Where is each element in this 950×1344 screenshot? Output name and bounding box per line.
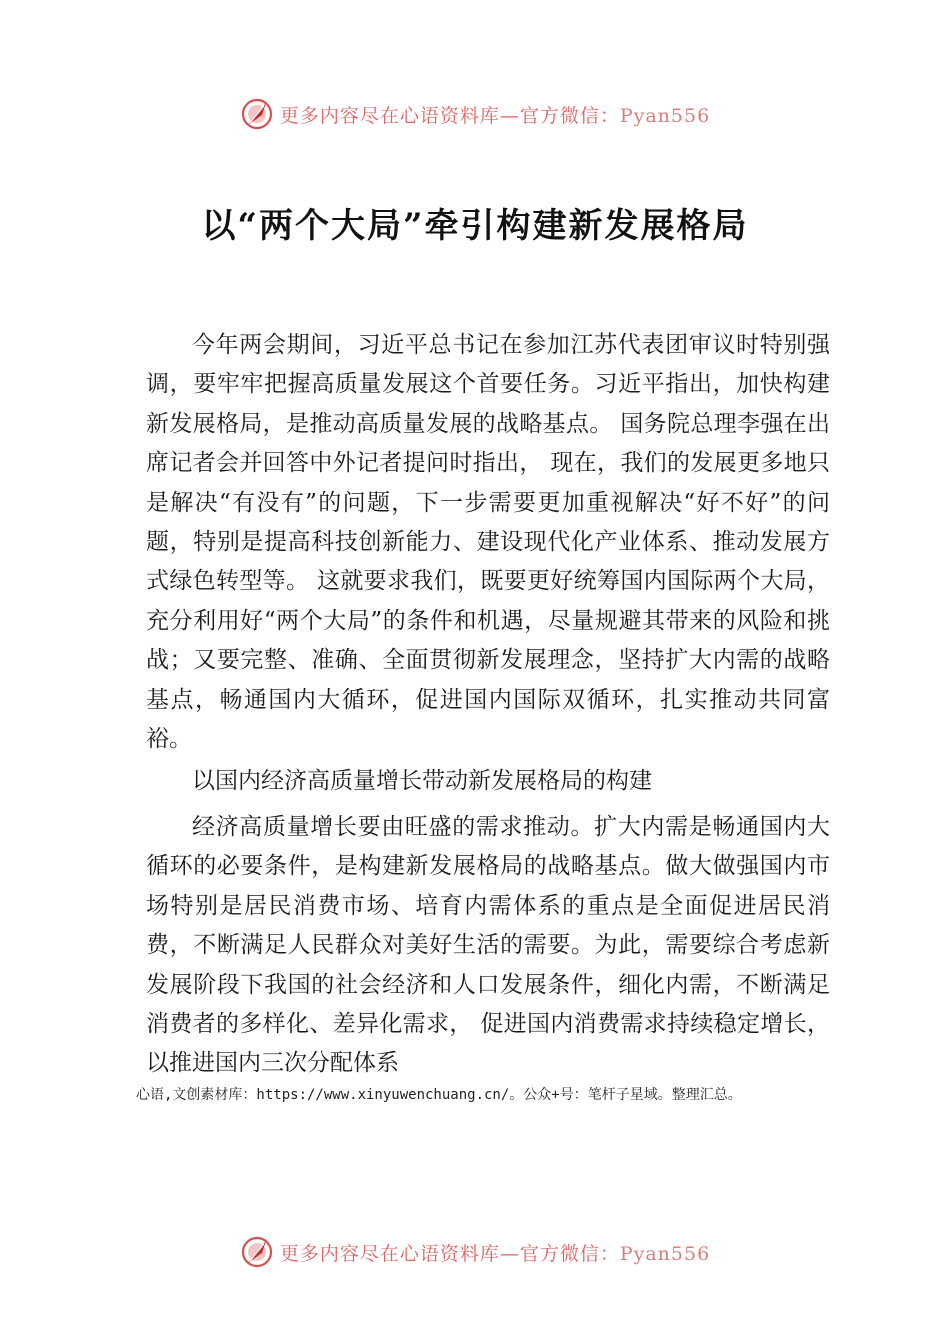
banner-text: 更多内容尽在心语资料库—官方微信： xyxy=(279,104,620,127)
quill-seal-icon xyxy=(240,1235,274,1269)
wechat-id: Pyan556 xyxy=(619,1242,711,1265)
banner-text: 更多内容尽在心语资料库—官方微信： xyxy=(279,1242,620,1265)
footer-watermark-banner xyxy=(0,1232,950,1272)
quill-seal-icon xyxy=(240,97,274,131)
section-heading: 以国内经济高质量增长带动新发展格局的构建 xyxy=(192,768,652,795)
source-note: 心语,文创素材库：https://www.xinyuwenchuang.cn/。公众+号：笔杆子星域。整理汇总。 xyxy=(136,1087,742,1103)
paragraph-intro: 今年两会期间，习近平总书记在参加江苏代表团审议时特别强调，要牢牢把握高质量发展这个首要任务。习近平指出，加快构建新发展格局，是推动高质量发展的战略基点。 国务院总理李强在出席记者会并回答中外记者提问时指出， 现在，我们的发展更多地只是解决“有没有”的问题，下一步需要更加重视解决“好不好”的问题，特别是提高科技创新能力、建设现代化产业体系、推动发展方式绿色转型等。 这就要求我们，既要更好统筹国内国际两个大局，充分利用好“两个大局”的条件和机遇，尽量规避其带来的风险和挑战；又要完整、准确、全面贯彻新发展理念，坚持扩大内需的战略基点，畅通国内大循环，促进国内国际双循环，扎实推动共同富裕。 xyxy=(146,332,830,753)
page-title: 以“两个大局”牵引构建新发展格局 xyxy=(201,206,749,246)
article-body xyxy=(146,326,830,1084)
wechat-id: Pyan556 xyxy=(619,104,711,127)
header-watermark-banner xyxy=(0,94,950,134)
paragraph-section: 经济高质量增长要由旺盛的需求推动。扩大内需是畅通国内大循环的必要条件，是构建新发展格局的战略基点。做大做强国内市场特别是居民消费市场、培育内需体系的重点是全面促进居民消费，不断满足人民群众对美好生活的需要。为此，需要综合考虑新发展阶段下我国的社会经济和人口发展条件，细化内需，不断满足消费者的多样化、差异化需求， 促进国内消费需求持续稳定增长，以推进国内三次分配体系 xyxy=(146,813,830,1077)
